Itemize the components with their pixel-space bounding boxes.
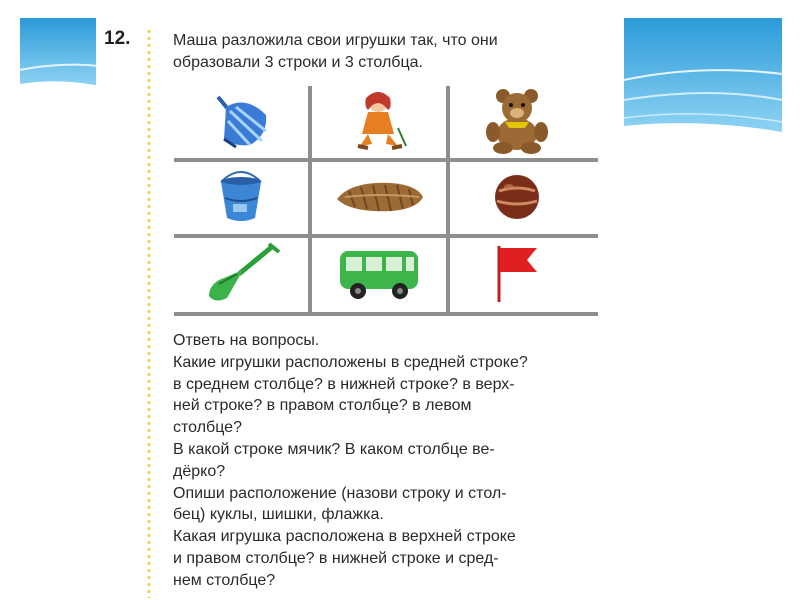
cell-top-middle [312, 86, 446, 156]
task-number: 12. [104, 28, 131, 49]
textbook-page [96, 18, 624, 600]
cell-middle-right [450, 162, 584, 232]
cell-top-left [174, 86, 308, 156]
shovel-icon [199, 240, 283, 306]
question-line: Какие игрушки расположены в средней строке? [173, 353, 528, 371]
question-line: Ответь на вопросы. [173, 332, 320, 349]
cell-bottom-right [450, 238, 584, 308]
question-line: бец) куклы, шишки, флажка. [173, 506, 384, 524]
question-line: дёрко? [173, 462, 226, 480]
question-line: Какая игрушка расположена в верхней строке [173, 528, 516, 546]
toy-bus-icon [334, 243, 424, 303]
cell-top-right [450, 86, 584, 156]
question-line: В какой строке мячик? В каком столбце ве- [173, 440, 495, 458]
question-line: в среднем столбце? в нижней строке? в верх- [173, 375, 515, 393]
questions-block [173, 330, 613, 592]
cell-bottom-left [174, 238, 308, 308]
cell-bottom-center [312, 238, 446, 308]
bucket-icon [211, 168, 271, 226]
grid-line [174, 312, 598, 316]
intro-line: Маша разложила свои игрушки так, что они [173, 32, 498, 49]
question-line: Опиши расположение (назови строку и стол- [173, 484, 507, 502]
question-line: и правом столбце? в нижней строке и сред- [173, 549, 499, 567]
question-line: столбце? [173, 419, 242, 437]
question-line: ней строке? в правом столбце? в левом [173, 397, 472, 415]
ball-icon [491, 171, 543, 223]
cell-middle-center [312, 162, 446, 232]
teddy-bear-icon [479, 88, 555, 154]
doll-icon [344, 88, 414, 154]
dotted-margin-line [147, 28, 151, 598]
flag-icon [487, 240, 547, 306]
task-intro [173, 30, 613, 74]
intro-line: образовали 3 строки и 3 столбца. [173, 54, 423, 71]
pine-cone-icon [331, 177, 427, 217]
spinning-top-icon [206, 91, 276, 151]
toy-grid [174, 86, 598, 316]
question-line: нем столбце? [173, 571, 276, 589]
cell-middle-left [174, 162, 308, 232]
